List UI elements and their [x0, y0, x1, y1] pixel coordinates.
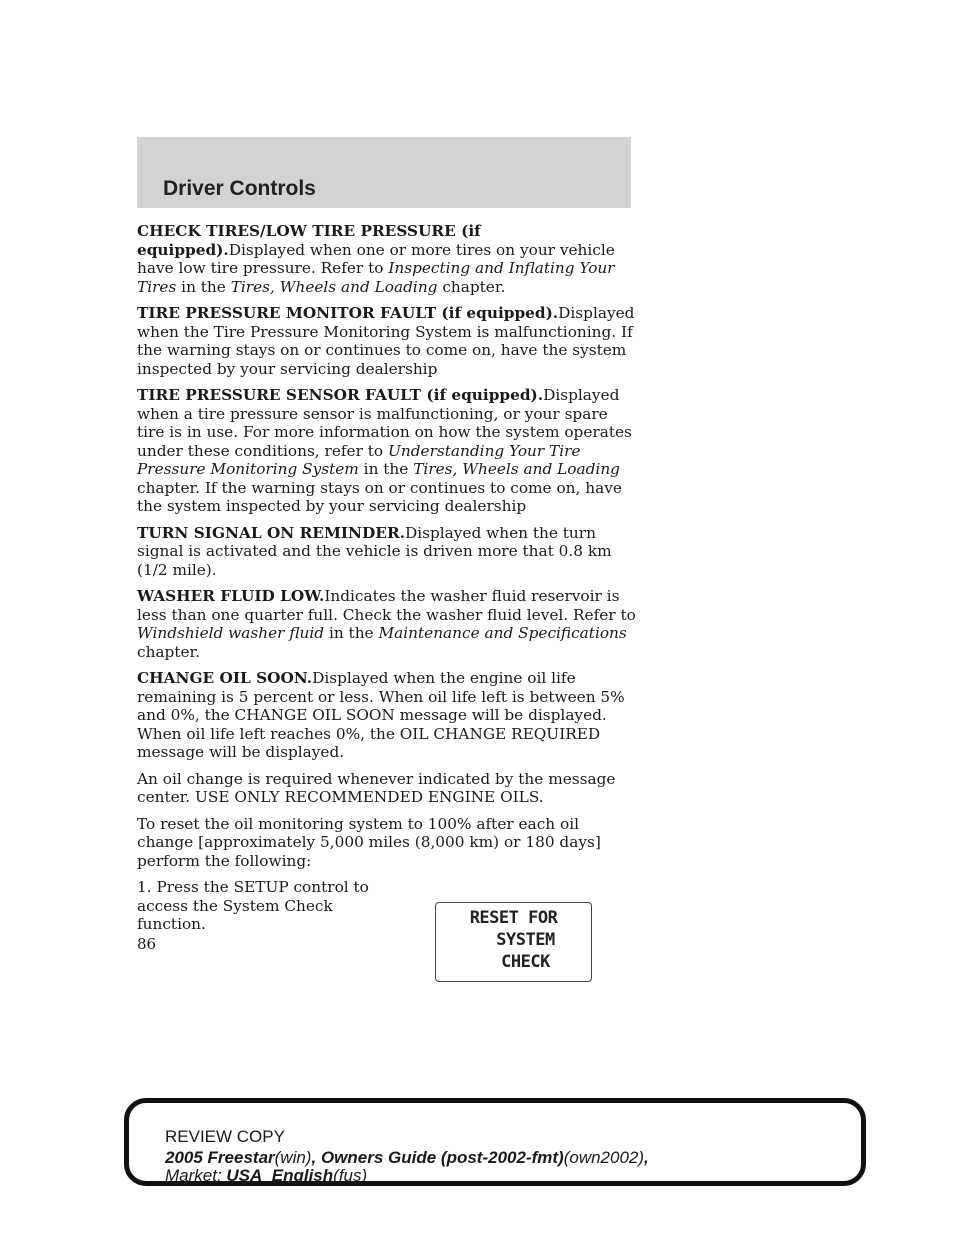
reference-link: Windshield washer fluid	[137, 624, 325, 642]
paragraph-check-tires	[137, 222, 637, 296]
text: in the	[324, 624, 379, 642]
page-number: 86	[137, 935, 157, 953]
reference-link: Understanding Your Tire Pressure Monitoring System	[137, 441, 581, 478]
heading-sensor-fault: TIRE PRESSURE SENSOR FAULT (if equipped).	[137, 386, 544, 404]
text: Displayed when the turn signal is activated and the vehicle is driven more that 0.8 km (1/2 mile).	[137, 523, 612, 579]
step-1-text: 1. Press the SETUP control to access the System Check function.	[137, 878, 369, 933]
step-1	[137, 878, 637, 972]
display-line-3: CHECK	[501, 952, 550, 972]
text: Displayed when one or more tires on your vehicle have low tire pressure. Refer to	[137, 240, 615, 277]
chapter-title: Driver Controls	[163, 177, 316, 200]
text: Indicates the washer fluid reservoir is less than one quarter full. Check the washer fluid level. Refer to	[137, 587, 636, 624]
chapter-header	[137, 137, 631, 208]
document-info-line	[165, 1148, 649, 1168]
paragraph-sensor-fault	[137, 386, 637, 516]
reference-link: Tires, Wheels and Loading	[413, 460, 620, 478]
paragraph-oil-change-required	[137, 770, 637, 807]
heading-check-tires: CHECK TIRES/LOW TIRE PRESSURE (if equipped).	[137, 222, 481, 259]
text: in the	[176, 277, 231, 296]
heading-washer-fluid: WASHER FLUID LOW.	[137, 587, 325, 605]
market-value: USA_English	[226, 1166, 334, 1185]
separator: ,	[311, 1148, 321, 1167]
paragraph-turn-signal	[137, 524, 637, 580]
model-name: 2005 Freestar	[165, 1148, 275, 1167]
text: Displayed when a tire pressure sensor is malfunctioning, or your spare tire is in use. For more information on how the system operates under these conditions, refer to	[137, 386, 632, 460]
model-code: (win)	[274, 1148, 312, 1167]
market-code: (fus)	[333, 1166, 368, 1185]
heading-monitor-fault: TIRE PRESSURE MONITOR FAULT (if equipped).	[137, 304, 559, 322]
text: chapter.	[137, 642, 201, 661]
market-label: Market:	[165, 1166, 227, 1185]
text: Displayed when the Tire Pressure Monitoring System is malfunctioning. If the warning stays on or continues to come on, have the system inspected by your servicing dealership	[137, 304, 635, 378]
review-copy-label: REVIEW COPY	[165, 1127, 285, 1146]
display-line-2: SYSTEM	[496, 930, 555, 950]
guide-code: (own2002)	[563, 1148, 645, 1167]
review-copy-footer	[124, 1098, 866, 1186]
display-line-1: RESET FOR	[469, 908, 558, 928]
text: in the	[358, 460, 414, 478]
paragraph-change-oil	[137, 669, 637, 762]
paragraph-washer-fluid	[137, 587, 637, 661]
reference-link: Tires, Wheels and Loading	[230, 277, 438, 296]
message-center-display	[435, 902, 592, 982]
market-line	[165, 1166, 367, 1186]
heading-change-oil: CHANGE OIL SOON.	[137, 669, 313, 687]
guide-name: Owners Guide (post-2002-fmt)	[320, 1148, 564, 1167]
heading-turn-signal: TURN SIGNAL ON REMINDER.	[137, 523, 405, 542]
text: To reset the oil monitoring system to 100% after each oil change [approximately 5,000 miles (8,000 km) or 180 days] perform the following:	[137, 814, 601, 870]
text: An oil change is required whenever indicated by the message center. USE ONLY RECOMMENDED ENGINE OILS.	[137, 769, 616, 806]
separator: ,	[644, 1148, 649, 1167]
reference-link: Maintenance and Specifications	[378, 624, 627, 642]
text: chapter. If the warning stays on or continues to come on, have the system inspected by your servicing dealership	[137, 478, 622, 515]
paragraph-reset-instructions	[137, 815, 637, 871]
text: Displayed when the engine oil life remaining is 5 percent or less. When oil life left is between 5% and 0%, the CHANGE OIL SOON message will be displayed. When oil life left reaches 0%, the OIL CHANGE REQUIRED message will be displayed.	[137, 669, 625, 761]
text: chapter.	[437, 277, 506, 296]
reference-link: Inspecting and Inflating Your Tires	[137, 259, 615, 296]
body-text	[137, 222, 637, 972]
paragraph-monitor-fault	[137, 304, 637, 378]
